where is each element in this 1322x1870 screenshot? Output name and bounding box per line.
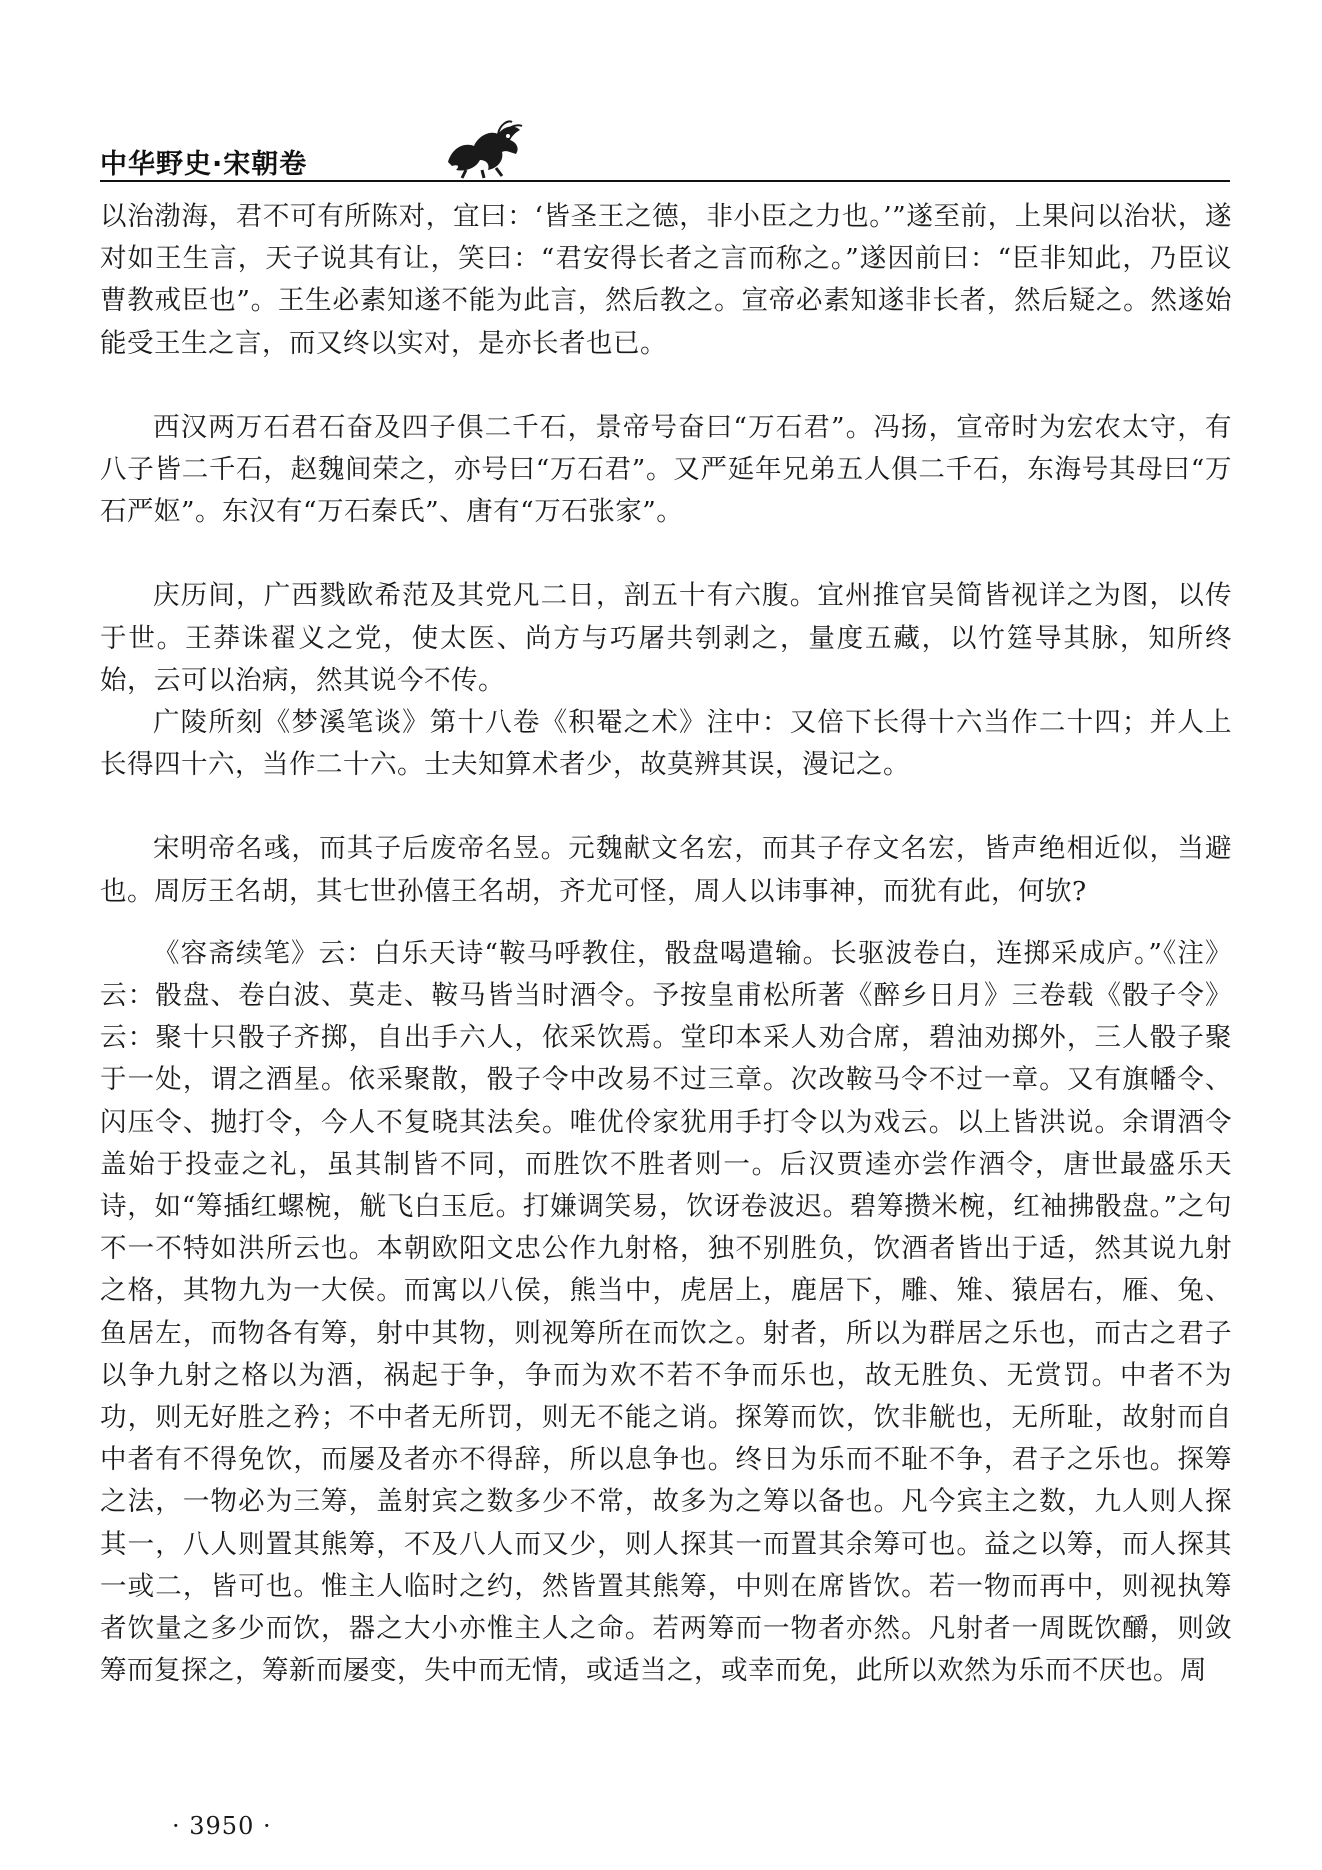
header-rule xyxy=(100,180,1230,182)
paragraph: 庆历间，广西戮欧希范及其党凡二日，剖五十有六腹。宜州推官吴简皆视详之为图，以传于世。王莽诛翟义之党，使太医、尚方与巧屠共刳剥之，量度五藏，以竹筳导其脉，知所终始，云可以治病，然其说今不传。 xyxy=(100,580,1232,696)
paragraph: 《容斋续笔》云：白乐天诗“鞍马呼教住，骰盘喝遣输。长驱波卷白，连掷采成庐。”《注》云：骰盘、卷白波、莫走、鞍马皆当时酒令。予按皇甫松所著《醉乡日月》三卷载《骰子令》云：聚十只骰子齐掷，自出手六人，依采饮焉。堂印本采人劝合席，碧油劝掷外，三人骰子聚于一处，谓之酒星。依采聚散，骰子令中改易不过三章。次改鞍马令不过一章。又有旗幡令、闪压令、抛打令，今人不复晓其法矣。唯优伶家犹用手打令以为戏云。以上皆洪说。余谓酒令盖始于投壶之礼，虽其制皆不同，而胜饮不胜者则一。后汉贾逵亦尝作酒令，唐世最盛乐天诗，如“筹插红螺椀，觥飞白玉卮。打嫌调笑易，饮讶卷波迟。碧筹攒米椀，红袖拂骰盘。”之句不一不特如洪所云也。本朝欧阳文忠公作九射格，独不别胜负，饮酒者皆出于适，然其说九射之格，其物九为一大侯。而寓以八侯，熊当中，虎居上，鹿居下，雕、雉、猿居右，雁、兔、鱼居左，而物各有筹，射中其物，则视筹所在而饮之。射者，所以为群居之乐也，而古之君子以争九射之格以为酒，祸起于争，争而为欢不若不争而乐也，故无胜负、无赏罚。中者不为功，则无好胜之矜；不中者无所罚，则无不能之诮。探筹而饮，饮非觥也，无所耻，故射而自中者有不得免饮，而屡及者亦不得辞，所以息争也。终日为乐而不耻不争，君子之乐也。探筹之法，一物必为三筹，盖射宾之数多少不常，故多为之筹以备也。凡今宾主之数，九人则人探其一，八人则置其熊筹，不及八人而又少，则人探其一而置其余筹可也。益之以筹，而人探其一或二，皆可也。惟主人临时之约，然皆置其熊筹，中则在席皆饮。若一物而再中，则视执筹者饮量之多少而饮，器之大小亦惟主人之命。若两筹而一物者亦然。凡射者一周既饮釂，则敛筹而复探之，筹新而屡变，失中而无情，或适当之，或幸而免，此所以欢然为乐而不厌也。周 xyxy=(100,937,1232,1687)
paragraph: 西汉两万石君石奋及四子俱二千石，景帝号奋曰“万石君”。冯扬，宣帝时为宏农太守，有八子皆二千石，赵魏间荣之，亦号曰“万石君”。又严延年兄弟五人俱二千石，东海号其母曰“万石严妪”。东汉有“万石秦氏”、唐有“万石张家”。 xyxy=(100,411,1232,528)
paragraph: 宋明帝名彧，而其子后废帝名昱。元魏献文名宏，而其子存文名宏，皆声绝相近似，当避也。周厉王名胡，其七世孙僖王名胡，齐尤可怪，周人以讳事神，而犹有此，何欤? xyxy=(100,833,1232,907)
body-text xyxy=(100,196,1232,1693)
paragraph: 以治渤海，君不可有所陈对，宜曰：‘皆圣王之德，非小臣之力也。’”遂至前，上果问以治状，遂对如王生言，天子说其有让，笑曰：“君安得长者之言而称之。”遂因前曰：“臣非知此，乃臣议曹教戒臣也”。王生必素知遂不能为此言，然后教之。宣帝必素知遂非长者，然后疑之。然遂始能受王生之言，而又终以实对，是亦长者也已。 xyxy=(100,201,1232,359)
page-number: · 3950 · xyxy=(172,1812,272,1840)
dragon-icon xyxy=(438,118,528,180)
book-title: 中华野史·宋朝卷 xyxy=(100,149,308,180)
paragraph: 广陵所刻《梦溪笔谈》第十八卷《积罨之术》注中：又倍下长得十六当作二十四；并人上长得四十六，当作二十六。士夫知算术者少，故莫辨其误，漫记之。 xyxy=(100,707,1232,781)
running-header xyxy=(100,118,1230,184)
